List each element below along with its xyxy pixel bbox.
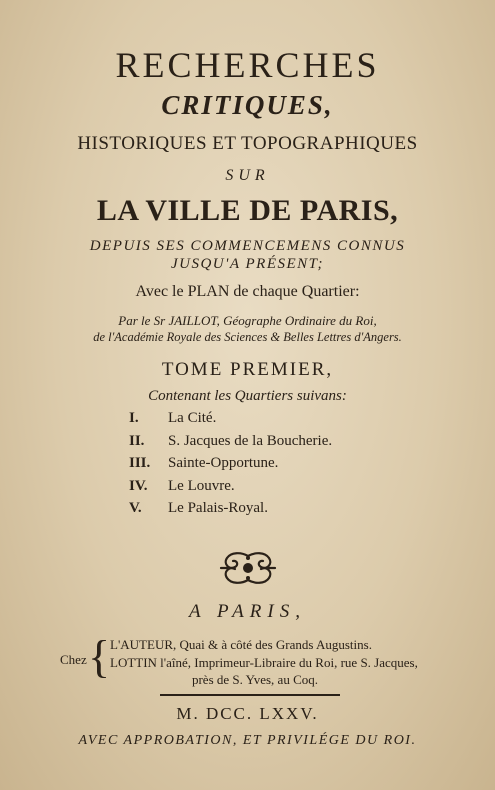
author-line-2: de l'Académie Royale des Sciences & Belles Lettres d'Angers. [93,330,402,344]
volume-subtitle: Contenant les Quartiers suivans: [148,388,347,404]
title-line-6: DEPUIS SES COMMENCEMENS CONNUS [89,238,406,254]
quartier-name: Sainte-Opportune. [168,455,279,471]
list-item [129,433,332,456]
title-line-8: Avec le PLAN de chaque Quartier: [135,283,360,300]
divider [160,694,340,696]
imprint-place: A PARIS, [189,601,306,622]
title-line-5: LA VILLE DE PARIS, [96,194,399,227]
imprint-date: M. DCC. LXXV. [176,704,319,723]
imprint-line-1: L'AUTEUR, Quai & à côté des Grands Augustins. [110,637,372,652]
imprint-approbation: AVEC APPROBATION, ET PRIVILÉGE DU ROI. [78,733,417,748]
quartier-number: V. [129,500,142,516]
list-item [129,455,332,478]
quartier-name: La Cité. [168,410,217,426]
imprint-chez: Chez [60,652,87,667]
quartier-number: I. [129,410,139,426]
fleuron-ornament-icon [217,550,279,586]
volume-title: TOME PREMIER, [161,359,334,380]
list-item [129,410,332,433]
author-line-1: Par le Sr JAILLOT, Géographe Ordinaire du Roi, [118,313,377,328]
title-line-4: SUR [225,167,270,184]
quartier-number: III. [129,455,151,471]
title-line-1: RECHERCHES [115,45,380,85]
brace-icon: { [88,631,111,682]
title-line-2: CRITIQUES, [161,90,334,120]
quartier-name: Le Louvre. [168,477,235,494]
list-item [129,500,332,523]
list-item [129,478,332,501]
quartier-number: II. [129,432,145,449]
imprint-line-3: près de S. Yves, au Coq. [191,672,319,687]
quartier-name: S. Jacques de la Boucherie. [168,432,333,449]
title-line-7: JUSQU'A PRÉSENT; [170,256,325,272]
title-line-3: HISTORIQUES ET TOPOGRAPHIQUES [77,133,418,154]
quartier-list [129,410,332,523]
imprint-line-2: LOTTIN l'aîné, Imprimeur-Libraire du Roi, rue S. Jacques, [110,655,418,670]
quartier-number: IV. [129,477,148,494]
quartier-name: Le Palais-Royal. [168,500,268,516]
